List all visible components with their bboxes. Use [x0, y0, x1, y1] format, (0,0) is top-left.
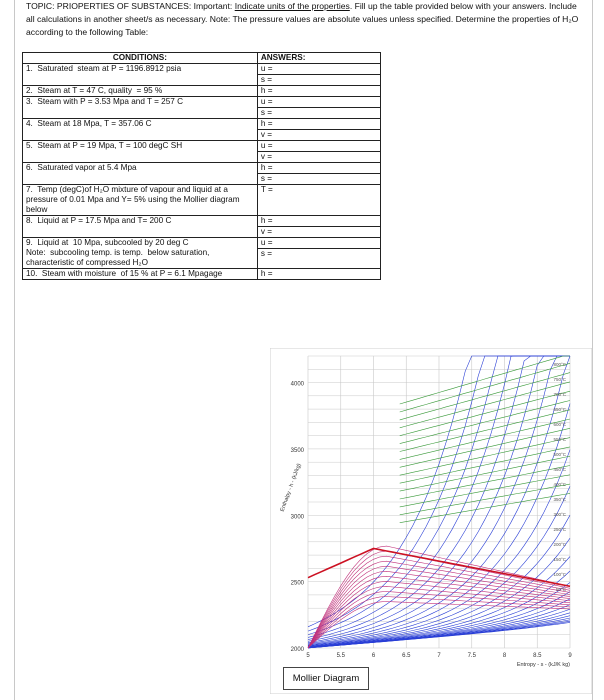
temperature-label: 150°C	[553, 557, 566, 562]
table-row	[23, 163, 381, 185]
topic-instructions: TOPIC: PRIOPERTIES OF SUBSTANCES: Important: Indicate units of the properties. Fill up the table provided below with your answers. Include all calculations in another sheet/s as necessary. Note: The pressure values are absolute values unless specified. Determine the properties of H₂O according to the following Table:	[26, 1, 579, 37]
condition-cell: 2. Steam at T = 47 C, quality = 95 %	[23, 86, 258, 97]
temperature-label: 100°C	[553, 572, 566, 577]
answer-blank[interactable]: u =	[258, 97, 380, 108]
properties-table	[22, 52, 381, 280]
answer-blank[interactable]: u =	[258, 238, 380, 249]
table-row	[23, 141, 381, 163]
answer-blank[interactable]: v =	[260, 227, 273, 236]
answer-blank[interactable]: s =	[260, 108, 273, 117]
x-tick-label: 5.5	[336, 653, 345, 659]
temperature-label: 800°C	[553, 362, 566, 367]
table-row	[23, 216, 381, 238]
answer-cell	[257, 97, 380, 119]
answer-cell	[257, 269, 380, 280]
answer-cell	[257, 119, 380, 141]
temperature-label: 650°C	[553, 407, 566, 412]
condition-cell: 1. Saturated steam at P = 1196.8912 psia	[23, 64, 258, 86]
table-row	[23, 185, 381, 216]
x-tick-label: 6.5	[402, 653, 411, 659]
x-tick-label: 7	[437, 653, 441, 659]
condition-cell: 5. Steam at P = 19 Mpa, T = 100 degC SH	[23, 141, 258, 163]
temperature-label: 450°C	[553, 467, 566, 472]
answer-blank[interactable]: h =	[260, 269, 273, 278]
condition-cell: 10. Steam with moisture of 15 % at P = 6.1 Mpagage	[23, 269, 258, 280]
temperature-label: 600°C	[553, 422, 566, 427]
answer-blank[interactable]: s =	[260, 75, 273, 84]
condition-cell: 6. Saturated vapor at 5.4 Mpa	[23, 163, 258, 185]
answer-cell	[257, 86, 380, 97]
x-tick-label: 5	[306, 653, 310, 659]
y-tick-label: 3000	[290, 514, 304, 521]
answer-blank[interactable]: s =	[260, 174, 273, 183]
answer-blank[interactable]: s =	[260, 249, 273, 258]
answer-cell	[257, 64, 380, 86]
answer-blank[interactable]: h =	[258, 216, 380, 227]
condition-cell: 9. Liquid at 10 Mpa, subcooled by 20 deg C Note: subcooling temp. is temp. below saturation, characteristic of compressed H₂O	[23, 238, 258, 269]
answer-blank[interactable]: u =	[258, 141, 380, 152]
temperature-label: 200°C	[553, 542, 566, 547]
table-row	[23, 238, 381, 269]
table-row	[23, 269, 381, 280]
x-axis-label: Entropy - s - (kJ/K kg)	[516, 662, 570, 668]
table-row	[23, 64, 381, 86]
x-tick-label: 8.5	[533, 653, 542, 659]
answers-header: ANSWERS:	[260, 53, 306, 62]
answer-blank[interactable]: u =	[258, 64, 380, 75]
temperature-label: 300°C	[553, 512, 566, 517]
answer-blank[interactable]: v =	[260, 130, 273, 139]
temperature-label: 500°C	[553, 452, 566, 457]
temperature-label: 350°C	[553, 497, 566, 502]
answer-cell	[257, 163, 380, 185]
temperature-label: 400°C	[553, 482, 566, 487]
temperature-label: 550°C	[553, 437, 566, 442]
answer-cell	[257, 185, 380, 216]
condition-cell: 3. Steam with P = 3.53 Mpa and T = 257 C	[23, 97, 258, 119]
mollier-diagram	[270, 348, 592, 694]
table-row	[23, 86, 381, 97]
answer-cell	[257, 141, 380, 163]
temperature-label: 750°C	[553, 377, 566, 382]
diagram-caption: Mollier Diagram	[283, 667, 369, 690]
condition-cell: 8. Liquid at P = 17.5 Mpa and T= 200 C	[23, 216, 258, 238]
temperature-label: 700°C	[553, 392, 566, 397]
answer-blank[interactable]: T =	[260, 185, 273, 194]
condition-cell: 4. Steam at 18 Mpa, T = 357.06 C	[23, 119, 258, 141]
temperature-label: 50°C	[555, 587, 566, 592]
conditions-header: CONDITIONS:	[23, 53, 258, 64]
answer-cell	[257, 216, 380, 238]
y-tick-label: 3500	[290, 447, 304, 454]
y-tick-label: 4000	[290, 381, 304, 388]
answer-blank[interactable]: v =	[260, 152, 273, 161]
answer-blank[interactable]: h =	[260, 86, 273, 95]
x-tick-label: 8	[502, 653, 507, 659]
x-tick-label: 7.5	[467, 653, 476, 659]
table-row	[23, 97, 381, 119]
temperature-label: 250°C	[553, 527, 566, 532]
table-header-row	[23, 53, 381, 64]
answer-cell	[257, 238, 380, 269]
y-tick-label: 2500	[290, 580, 304, 587]
condition-cell: 7. Temp (degC)of H₂O mixture of vapour and liquid at a pressure of 0.01 Mpa and Y= 5% using the Mollier diagram below	[23, 185, 258, 216]
y-axis-label: Enthalpy - h - (kJ/kg)	[279, 462, 303, 513]
answer-blank[interactable]: h =	[258, 163, 380, 174]
x-tick-label: 9	[568, 653, 572, 659]
underlined-instruction: Indicate units of the properties	[234, 1, 350, 11]
x-tick-label: 6	[371, 653, 376, 659]
y-tick-label: 2000	[290, 647, 304, 653]
table-row	[23, 119, 381, 141]
answer-blank[interactable]: h =	[258, 119, 380, 130]
